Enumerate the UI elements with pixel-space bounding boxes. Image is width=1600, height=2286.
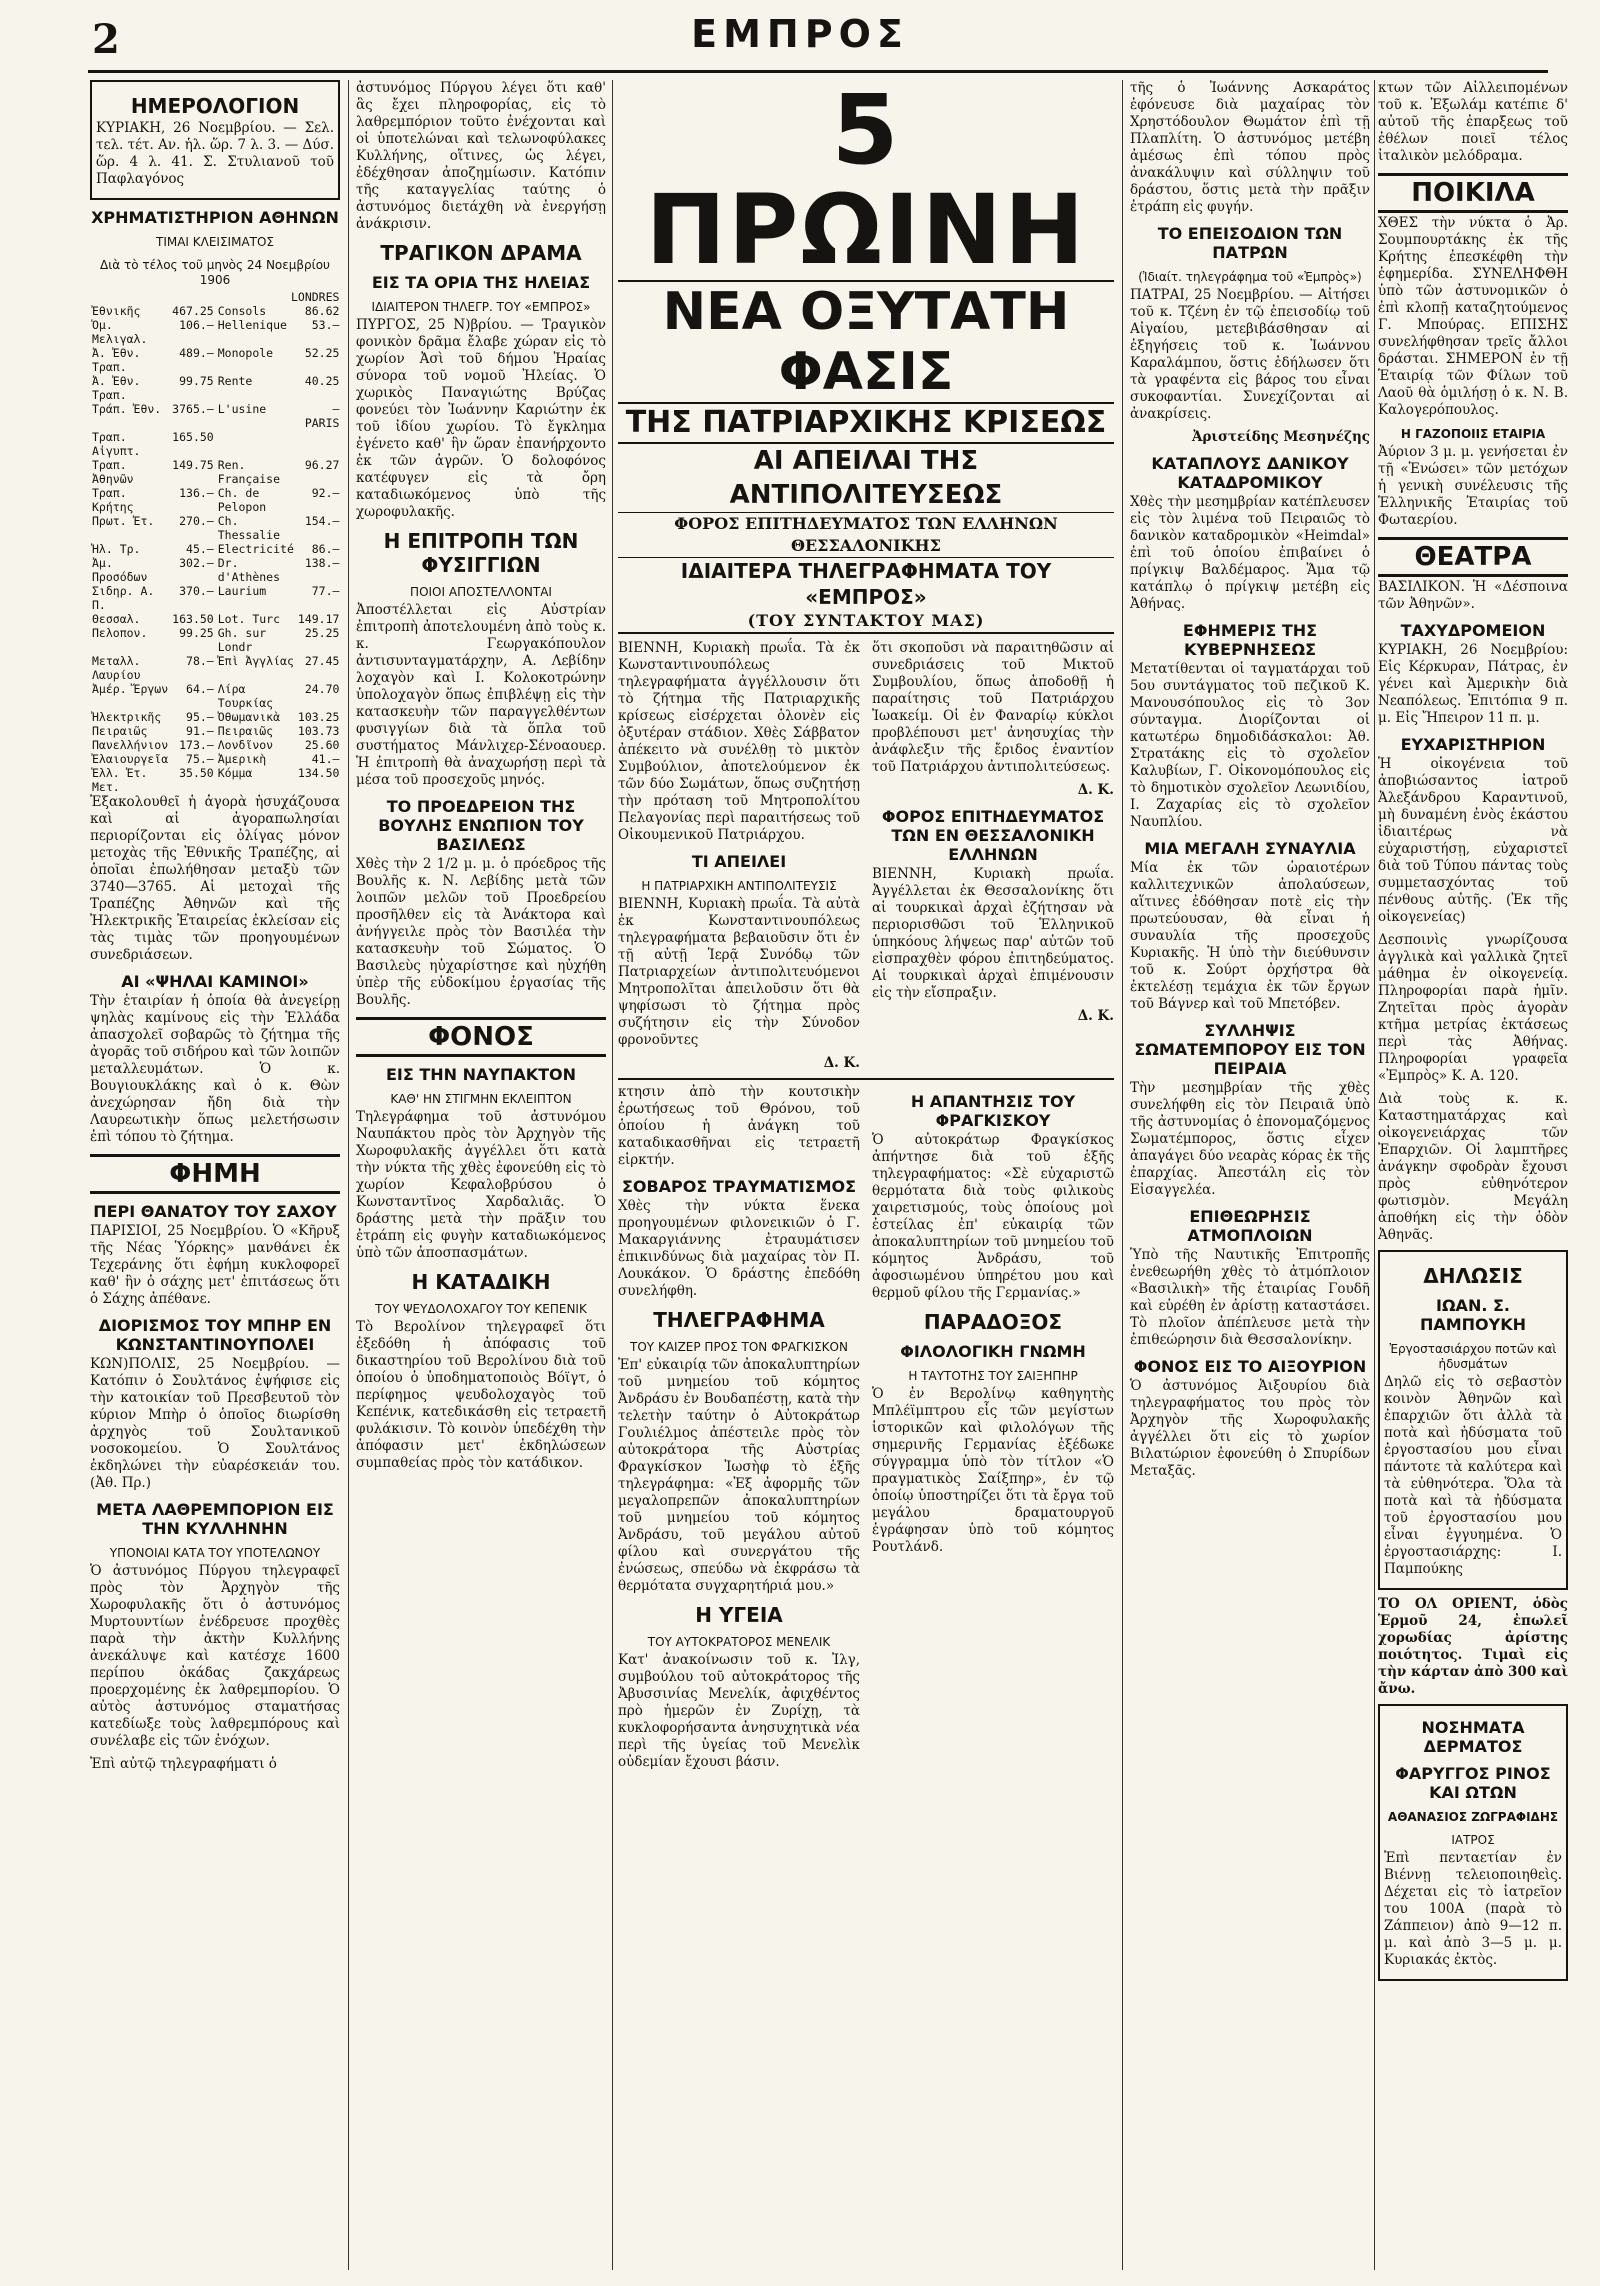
- patras-heading: ΤΟ ΕΠΕΙΣΟΔΙΟΝ ΤΩΝ ΠΑΤΡΩΝ: [1157, 224, 1343, 262]
- exchange-row: [90, 654, 340, 682]
- column-1: [90, 80, 340, 2270]
- exchange-value: 370.—: [179, 584, 214, 598]
- tragedy-subheading: ΕΙΣ ΤΑ ΟΡΙΑ ΤΗΣ ΗΛΕΙΑΣ: [371, 273, 591, 292]
- patras-signature: Ἀριστείδης Μεσηνέζης: [1191, 429, 1370, 445]
- telegram-heading: ΤΗΛΕΓΡΑΦΗΜΑ: [653, 1308, 825, 1332]
- exchange-name: Hellenique: [217, 318, 287, 332]
- lower-left: [618, 1084, 860, 1777]
- exchange-name: Ἑλλ. Ἑτ. Μετ.: [92, 766, 148, 794]
- column-4: [1130, 80, 1370, 2270]
- page-number: 2: [92, 16, 120, 63]
- tragedy-heading: ΤΡΑΓΙΚΟΝ ΔΡΑΜΑ: [380, 241, 582, 265]
- post-heading: ΤΑΧΥΔΡΟΜΕΙΟΝ: [1400, 621, 1546, 640]
- exchange-name: Laurium: [217, 584, 267, 598]
- exchange-table-header: [90, 290, 340, 304]
- committee-subheading: ΠΟΙΟΙ ΑΠΟΣΤΕΛΛΟΝΤΑΙ: [410, 585, 552, 599]
- banner-telegrams: ΙΔΙΑΙΤΕΡΑ ΤΗΛΕΓΡΑΦΗΜΑΤΑ ΤΟΥ «ΕΜΠΡΟΣ»: [680, 559, 1052, 609]
- paradox-text: Ὁ ἐν Βερολίνῳ καθηγητὴς Μπλέϊμπτρου εἷς τῶν μεγίστων ἱστορικῶν καὶ φιλολόγων τῆς σημερινῆς Γερμανίας ἐξέδωκε σύγγραμμα ὑπὸ τὸν τίτλον «Ὁ πραγματικὸς Σαίξπηρ», ἐν τῷ ὁποίῳ ὑποστηρίζει ὅτι τὰ ἔργα τοῦ μεγάλου δραματουργοῦ ἐγράφησαν ὑπὸ τοῦ κόμητος Ρουτλάνδ.: [872, 1386, 1114, 1555]
- exchange-value: 27.45: [304, 654, 340, 668]
- exchange-name: Rente: [217, 374, 253, 388]
- lead-left: [618, 640, 860, 1078]
- exchange-name: Ἀμέρ. Ἔργων: [92, 682, 169, 696]
- banner-headline: ΝΕΑ ΟΞΥΤΑΤΗ ΦΑΣΙΣ: [618, 282, 1114, 404]
- exchange-text: Ἐξακολουθεῖ ἡ ἀγορὰ ἡσυχάζουσα καὶ αἱ ἀγοραπωλησίαι περιορίζονται εἰς ὀλίγας μόνον μετοχὰς τῆς Ἐθνικῆς Τραπέζης, αἱ ὁποῖαι ἐπωλήθησαν μεταξὺ τῶν 3740—3765. Αἱ μετοχαὶ τῆς Τραπέζης Ἀθηνῶν καὶ τῆς Ἠλεκτρικῆς Ἑταιρείας ἐκλείσαν εἰς τὰς τιμὰς τῶν προηγουμένων συνεδριάσεων.: [90, 794, 340, 963]
- exchange-london-label: LONDRES: [290, 290, 340, 304]
- doctor-text: Ἐπὶ πενταετίαν ἐν Βιέννῃ τελειοποιηθεὶς. Δέχεται εἰς τὸ ἰατρεῖον του 100Α (παρὰ τὸ Ζάππειον) ἀπὸ 9—12 π. μ. καὶ ἀπὸ 3—5 μ. μ. Κυριακάς ἐκτὸς.: [1384, 1850, 1562, 1968]
- calendar-text: ΚΥΡΙΑΚΗ, 26 Νοεμβρίου. — Σελ. τελ. τέτ. Αν. ἡλ. ὥρ. 7 λ. 3. — Δύσ. ὥρ. 4 λ. 41. Σ. Στυλιανοῦ τοῦ Παφλαγόνος: [96, 120, 334, 187]
- column-divider: [1122, 80, 1123, 2270]
- exchange-value: 95.—: [186, 710, 214, 724]
- arrest-heading: ΣΥΛΛΗΨΙΣ ΣΩΜΑΤΕΜΠΟΡΟΥ ΕΙΣ ΤΟΝ ΠΕΙΡΑΙΑ: [1134, 1021, 1366, 1078]
- column-5-intro: κτων τῶν Αἰλλειπομένων τοῦ κ. Ἐξωλάμ κατέπιε δ' αὐτοῦ τῆς ἐπαρξεως τοῦ ἐθέλων ποιεῖ τέλος ἰταλικὸν μελόδραμα.: [1378, 80, 1568, 164]
- threat-text: ΒΙΕΝΝΗ, Κυριακὴ πρωΐα. Τὰ αὐτὰ ἐκ Κωνσταντινουπόλεως τηλεγραφήματα βεβαιοῦσιν ὅτι ἐν τῇ αὐτῇ Ἱερᾷ Συνόδῳ τῶν Πατριαρχείων ἀντιπολιτευόμενοι Μητροπολῖται ἀπειλοῦσιν ὅτι θὰ ψηφίσωσι τὸ ζήτημα πρὸς συζήτησιν εἰς τὴν Σύνοδον φρονοῦντες: [618, 896, 860, 1048]
- lower-columns: [618, 1078, 1114, 1777]
- tax-heading: ΦΟΡΟΣ ΕΠΙΤΗΔΕΥΜΑΤΟΣ ΤΩΝ ΕΝ ΘΕΣΣΑΛΟΝΙΚΗ ΕΛΛΗΝΩΝ: [881, 807, 1105, 864]
- exchange-name: Ἐπὶ Ἀγγλίας: [217, 654, 294, 668]
- exchange-row: [90, 514, 340, 542]
- exchange-table-header: [90, 416, 340, 430]
- murder-subheading-2: ΚΑΘ' ΗΝ ΣΤΙΓΜΗΝ ΕΚΛΕΙΠΤΟΝ: [390, 1092, 572, 1106]
- exchange-name: Πανελλήνιον: [92, 738, 169, 752]
- exchange-paris-label: PARIS: [304, 416, 340, 430]
- exchange-name: Μεταλλ. Λαυρίου: [92, 654, 141, 682]
- exchange-name: Κόμμα: [217, 766, 253, 780]
- exchange-value: 270.—: [179, 514, 214, 528]
- exchange-row: [90, 724, 340, 738]
- exchange-row: [90, 486, 340, 514]
- exchange-value: 99.25: [179, 626, 214, 640]
- exchange-row: [90, 738, 340, 752]
- calendar-heading: ΗΜΕΡΟΛΟΓΙΟΝ: [130, 94, 300, 118]
- exchange-name: Τραπ. Αἰγυπτ.: [92, 430, 141, 458]
- exchange-row: [90, 556, 340, 584]
- exchange-value: 92.—: [311, 486, 340, 500]
- smuggling-continued: Ἐπὶ αὐτῷ τηλεγραφήματι ὁ: [90, 1756, 277, 1772]
- exchange-name: L'usine: [217, 402, 267, 416]
- arrest-text: Τὴν μεσημβρίαν τῆς χθὲς συνελήφθη εἰς τὸν Πειραιᾶ ὑπὸ τῆς ἀστυνομίας ὁ ἐπονομαζόμενος Σωματέμπορος, ὅστις εἶχεν ἀπαγάγει δύο νεαρὰς κόρας ἐκ τῆς ἐπαρχίας. Ἀπεστάλη εἰς τὸν Εἰσαγγελέα.: [1130, 1080, 1370, 1198]
- thanks-heading: ΕΥΧΑΡΙΣΤΗΡΙΟΝ: [1400, 735, 1546, 754]
- exchange-row: [90, 584, 340, 612]
- post-text: ΚΥΡΙΑΚΗ, 26 Νοεμβρίου: Εἰς Κέρκυραν, Πάτρας, ἐν γένει καὶ Ἀμερικὴν διὰ Νεαπόλεως. Ἐπιτόπια 9 π. μ. Εἰς Ἤπειρον 11 π. μ.: [1378, 642, 1568, 726]
- exchange-name: Ἀ. Ἐθν. Τραπ.: [92, 374, 141, 402]
- follow-text: κτησιν ἀπὸ τὴν κουτσικὴν ἐρωτήσεως τοῦ Θρόνου, τοῦ ὁποίου ἡ ἀνάγκη τοῦ καταδικασθῆναι εἰς τετραετῆ εἱρκτήν.: [618, 1084, 860, 1168]
- exchange-value: 75.—: [186, 752, 214, 766]
- exchange-name: Πειραιῶς: [217, 724, 274, 738]
- appointment-heading: ΔΙΟΡΙΣΜΟΣ ΤΟΥ ΜΠΗΡ ΕΝ ΚΩΝΣΤΑΝΤΙΝΟΥΠΟΛΕΙ: [98, 1316, 332, 1354]
- exchange-value: 134.50: [297, 766, 340, 780]
- exchange-row: [90, 430, 340, 458]
- rumor-text: ΠΑΡΙΣΙΟΙ, 25 Νοεμβρίου. Ὁ «Κῆρυξ τῆς Νέας Ὑόρκης» μανθάνει ἐκ Τεχεράνης ὅτι ἐφήμη κυκλοφορεῖ καθ' ἣν ὁ σάχης μετ' ἐπιτάσεως ὅτι ὁ Σάχης ἀπέθανε.: [90, 1223, 340, 1307]
- exchange-value: 163.50: [172, 612, 214, 626]
- exchange-value: 96.27: [304, 458, 340, 472]
- murder-heading: ΦΟΝΟΣ: [356, 1017, 606, 1057]
- lead-text: ΒΙΕΝΝΗ, Κυριακὴ πρωΐα. Τὰ ἐκ Κωνσταντινουπόλεως τηλεγραφήματα ἀγγέλλουσιν ὅτι τὸ ζήτημα τῆς Πατριαρχικῆς κρίσεως εἰσέρχεται ὁλονὲν εἰς ὀξυτέραν στάδιον. Χθὲς Σάββατον ἀπέκειτο νὰ συνέλθῃ τὸ μικτὸν Συμβούλιον, ἀποτελούμενον ἐκ τῶν δύο Σωμάτων, ὅπως συζητήσῃ τὴν πρόταση τοῦ Μητροπολίτου Πελαγονίας περὶ παραιτήσεως τοῦ Οἰκουμενικοῦ Πατριάρχου.: [618, 640, 860, 843]
- column-4-intro: τῆς ὁ Ἰωάννης Ασκαράτος ἐφόνευσε διὰ μαχαίρας τὸν Χρηστόδουλον Θωμάτον ἐπὶ τῇ Πλαπλίτη. Ὁ ἀστυνόμος μετέβη ἀμέσως ἐπὶ τόπου πρὸς ἀνακάλυψιν καὶ σύλληψιν τοῦ δράστου, ὅστις μετὰ τὴν πρᾶξιν ἐτράπη εἰς φυγήν.: [1130, 80, 1370, 215]
- exchange-row: [90, 318, 340, 346]
- exchange-name: Πειραιῶς: [92, 724, 148, 738]
- exchange-subheading: ΤΙΜΑΙ ΚΛΕΙΣΙΜΑΤΟΣ: [155, 235, 275, 249]
- reply-heading: Η ΑΠΑΝΤΗΣΙΣ ΤΟΥ ΦΡΑΓΚΙΣΚΟΥ: [910, 1092, 1076, 1130]
- exchange-value: 173.—: [179, 738, 214, 752]
- column-2: [356, 80, 606, 2270]
- exchange-row: [90, 710, 340, 724]
- threat-subheading: Η ΠΑΤΡΙΑΡΧΙΚΗ ΑΝΤΙΠΟΛΙΤΕΥΣΙΣ: [641, 879, 837, 893]
- exchange-value: 103.25: [297, 710, 340, 724]
- trial-text: Τὸ Βερολίνον τηλεγραφεῖ ὅτι ἐξεδόθη ἡ ἀπόφασις τοῦ δικαστηρίου τοῦ Βερολίνου διὰ τοῦ ὁποίου ὁ ὑποδηματοποιὸς Βόϊγτ, ὁ περίφημος ψευδολοχαγὸς τοῦ Κεπένικ, κατεδικάσθη εἰς τετραετῆ φυλάκισιν. Τὸ κοινὸν ὑπεδέχθη τὴν ἀπόφασιν μετ' ἐκδηλώσεων συμπαθείας πρὸς τὸν κατάδικον.: [356, 1319, 606, 1471]
- exchange-name: Πελοπον.: [92, 626, 148, 640]
- masthead: [0, 8, 1600, 64]
- destroyer-text: Χθὲς τὴν μεσημβρίαν κατέπλευσεν εἰς τὸν λιμένα τοῦ Πειραιῶς τὸ δανικὸν καταδρομικὸν «Heimdal» ἐπὶ τοῦ ὁποίου ἐπιβαίνει ὁ πρίγκιψ Βαλδέμαρος. Ἅμα τῷ κατάπλῳ ὁ πρίγκιψ μετέβη εἰς Ἀθήνας.: [1130, 494, 1370, 612]
- destroyer-heading: ΚΑΤΑΠΛΟΥΣ ΔΑΝΙΚΟΥ ΚΑΤΑΔΡΟΜΙΚΟΥ: [1151, 454, 1349, 492]
- murder-text: Τηλεγράφημα τοῦ ἀστυνόμου Ναυπάκτου πρὸς τὸν Ἀρχηγὸν τῆς Χωροφυλακῆς ἀγγέλλει ὅτι κατὰ τὴν νύκτα τῆς χθὲς ἐφονεύθη εἰς τὸ χωρίον Κεφαλοβρύσου ὁ Κωνσταντῖνος Χαρδαλιᾶς. Ὁ δράστης μετὰ τὴν πρᾶξιν του ἐτράπη εἰς φυγὴν καταδιωκόμενος ὑπὸ τῶν ἀποσπασμάτων.: [356, 1109, 606, 1261]
- exchange-row: [90, 752, 340, 766]
- classified-ad-2: Διὰ τοὺς κ. κ. Καταστηματάρχας καὶ οἰκογενειάρχας τῶν Ἐπαρχιῶν. Οἱ λαμπτῆρες ἀνάγκην σφοδρὰν ἔχουσι πρὸς εὐθηνότερον φωτισμὸν. Μεγάλη ἀποθήκη εἰς τὴν ὁδὸν Ἀθηνᾶς.: [1378, 1091, 1568, 1243]
- tragedy-dateline: ΙΔΙΑΙΤΕΡΟΝ ΤΗΛΕΓΡ. ΤΟΥ «ΕΜΠΡΟΣ»: [371, 300, 591, 314]
- exchange-row: [90, 304, 340, 318]
- bakery-text: Τὴν ἑταιρίαν ἡ ὁποία θὰ ἀνεγείρῃ ψηλὰς καμίνους εἰς τὴν Ἑλλάδα ἀπασχολεῖ σοβαρῶς τὸ ζήτημα τῆς ἀγορᾶς τοῦ σιδήρου καὶ τῶν λοιπῶν μεταλλευμάτων. Ὁ κ. Βουγιουκλάκης καὶ ὁ κ. Θὼν ἀνεχώρησαν ἤδη διὰ τὴν Λαυρεωτικὴν ὅπως μελετήσωσιν ἐπὶ τόπου τὸ ζήτημα.: [90, 993, 340, 1145]
- concert-text: Μία ἐκ τῶν ὡραιοτέρων καλλιτεχνικῶν ἀπολαύσεων, αἵτινες ἐδόθησαν ποτὲ εἰς τὴν πρωτεύουσαν, θὰ εἶναι ἡ συναυλία τῆς προσεχοῦς Κυριακῆς. Ἡ ὑπὸ τὴν διεύθυνσιν τοῦ κ. Σούρτ ὀρχήστρα θὰ ἐκτελέσῃ τεμάχια ἐκ τῶν ἔργων τοῦ Βάγνερ καὶ τοῦ Μπετόβεν.: [1130, 860, 1370, 1012]
- tax-text: ΒΙΕΝΝΗ, Κυριακὴ πρωΐα. Ἀγγέλλεται ἐκ Θεσσαλονίκης ὅτι αἱ τουρκικαὶ ἀρχαὶ ἐζήτησαν νὰ περιορισθῶσι τοῦ Ἑλληνικοῦ ὑπηκόους λήψεως παρ' αὐτῶν τοῦ εἰσπραχθὲν φόρου ἐπιτηδεύματος. Αἱ τουρκικαὶ ἀρχαὶ ἐπιμένουσιν εἰς τὴν εἴσπραξιν.: [872, 866, 1114, 1001]
- exchange-value: 103.73: [297, 724, 340, 738]
- murder-2-heading: ΦΟΝΟΣ ΕΙΣ ΤΟ ΑΙΞΟΥΡΙΟΝ: [1133, 1357, 1367, 1376]
- smuggling-subheading: ΥΠΟΝΟΙΑΙ ΚΑΤΑ ΤΟΥ ΥΠΟΤΕΛΩΝΟΥ: [109, 1546, 321, 1560]
- exchange-name: Τραπ. Ἀθηνῶν: [92, 458, 134, 486]
- theatre-text: ΒΑΣΙΛΙΚΟΝ. Ἡ «Δέσποινα τῶν Ἀθηνῶν».: [1378, 579, 1568, 612]
- banner-subheadline: ΤΗΣ ΠΑΤΡΙΑΡΧΙΚΗΣ ΚΡΙΣΕΩΣ: [618, 404, 1114, 444]
- exchange-date: Διὰ τὸ τέλος τοῦ μηνὸς 24 Νοεμβρίου 1906: [100, 258, 330, 287]
- exchange-name: Ὁμ. Μελιγαλ.: [92, 318, 148, 346]
- declaration-ad: [1378, 1250, 1568, 1590]
- thanks-text: Ἡ οἰκογένεια τοῦ ἀποβιώσαντος ἰατροῦ Ἀλεξάνδρου Καραντινοῦ, μὴ δυναμένη ἐνὸς ἑκάστου ἰδιαιτέρως νὰ εὐχαριστήσῃ, εὐχαριστεῖ διὰ τοῦ Τύπου πάντας τοὺς συμμετασχόντας τοῦ πένθους αὐτῆς. (Ἐκ τῆς οἰκογενείας): [1378, 756, 1568, 925]
- exchange-name: Λίρα Τουρκίας: [217, 682, 274, 710]
- exchange-name: Ἡλ. Τρ.: [92, 542, 141, 556]
- doctor-specialty: ΦΑΡΥΓΓΟΣ ΡΙΝΟΣ ΚΑΙ ΩΤΩΝ: [1395, 1764, 1551, 1802]
- ship-heading: ΕΠΙΘΕΩΡΗΣΙΣ ΑΤΜΟΠΛΟΙΩΝ: [1187, 1207, 1313, 1245]
- police-continued-text: ἀστυνόμος Πύργου λέγει ὅτι καθ' ἃς ἔχει πληροφορίας, εἰς τὸ λαθρεμπόριον τοῦτο ἐνέχονται καὶ οἱ ὑποτελώναι καὶ τελωνοφύλακες Κυλλήνης, οἵτινες, ὡς λέγει, ἐδέχθησαν ἀποζημίωσιν. Κατόπιν τῆς καταγγελίας ταύτης ὁ ἀστυνόμος διετάχθη νὰ ἐνεργήσῃ ἀνάκρισιν.: [356, 80, 606, 232]
- column-divider: [612, 80, 613, 2270]
- doctor-heading: ΝΟΣΗΜΑΤΑ ΔΕΡΜΑΤΟΣ: [1421, 1718, 1525, 1756]
- exchange-row: [90, 458, 340, 486]
- telegram-text: Ἐπ' εὐκαιρίᾳ τῶν ἀποκαλυπτηρίων τοῦ μνημείου τοῦ κόμητος Ἀνδράσυ ἐν Βουδαπέστῃ, κατὰ τὴν τελετὴν ταύτην ὁ Αὐτοκράτωρ Γουλιέλμος ἀπέστειλε πρὸς τὸν αὐτοκράτορα τῆς Αὐστρίας Φραγκίσκον Ἰωσὴφ τὸ ἑξῆς τηλεγράφημα: «Ἐξ ἀφορμῆς τῶν μεγαλοπρεπῶν ἀποκαλυπτηρίων τοῦ μνημείου τοῦ κόμητος Ἀνδράσυ, τοῦ μεγάλου αὐτοῦ φίλου καὶ συνεργάτου τῆς ἐνώσεως, σπεύδω νὰ ἐκφράσω τὰ θερμότατα συγχαρητήριά μου.»: [618, 1357, 860, 1594]
- trial-heading: Η ΚΑΤΑΔΙΚΗ: [411, 1270, 551, 1294]
- exchange-name: Lot. Turc: [217, 612, 281, 626]
- lead-story: [618, 80, 1114, 2270]
- orient-ad: ΤΟ ΟΛ ΟΡΙΕΝΤ, ὁδὸς Ἑρμοῦ 24, ἐπωλεῖ χορωδίας ἀρίστης ποιότητος. Τιμαὶ εἰς τὴν κάρταν ἀπὸ 300 καὶ ἄνω.: [1378, 1596, 1568, 1697]
- exchange-value: 489.—: [179, 346, 214, 360]
- exchange-name: Ἠλεκτρικῆς: [92, 710, 162, 724]
- exchange-value: 106.—: [179, 318, 214, 332]
- exchange-name: Gh. sur Londr: [217, 626, 267, 654]
- exchange-value: 25.25: [304, 626, 340, 640]
- rumor-subheading: ΠΕΡΙ ΘΑΝΑΤΟΥ ΤΟΥ ΣΑΧΟΥ: [93, 1202, 337, 1221]
- exchange-value: 24.70: [304, 682, 340, 696]
- bakery-heading: ΑΙ «ΨΗΛΑΙ ΚΑΜΙΝΟΙ»: [121, 972, 309, 991]
- exchange-value: 52.25: [304, 346, 340, 360]
- bureau-text: Χθὲς τὴν 2 1/2 μ. μ. ὁ πρόεδρος τῆς Βουλῆς κ. Ν. Λεβίδης μετὰ τῶν λοιπῶν μελῶν τοῦ Προεδρείου προσῆλθεν εἰς τὰ Ἀνάκτορα καὶ ἀνήγγειλε πρὸς τὸν Βασιλέα τὴν κατασκευὴν τοῦ Σώματος. Ὁ Βασιλεὺς ηὐχαρίστησε καὶ ηὐχήθη ὑπὲρ τῆς εὐδοκίμου ἐργασίας τῆς Βουλῆς.: [356, 856, 606, 1008]
- declaration-name: ΙΩΑΝ. Σ. ΠΑΜΠΟΥΚΗ: [1419, 1296, 1527, 1334]
- gazette-text: Μετατίθενται οἱ ταγματάρχαι τοῦ 5ου συντάγματος τοῦ πεζικοῦ Κ. Μανουσόπουλος εἰς τὸ 3ον σύνταγμα. Διορίζονται οἱ κατωτέρω δημοδιδάσκαλοι: Ἀθ. Στρατάκης εἰς τὸ σχολεῖον Καλυβίων, Γ. Οἰκονομόπουλος εἰς τὸ δημοτικὸν σχολεῖον Λεωνιδίου, Ι. Ζαχαρίας εἰς τὸ σχολεῖον Ναυπλίου.: [1130, 661, 1370, 830]
- exchange-value: 136.—: [179, 486, 214, 500]
- exchange-value: —: [332, 402, 340, 416]
- exchange-value: 86.—: [311, 542, 340, 556]
- exchange-name: Ἀμερικὴ: [217, 752, 267, 766]
- gas-heading: Η ΓΑΖΟΠΟΙΙΣ ΕΤΑΙΡΙΑ: [1400, 427, 1546, 441]
- doctor-ad: [1378, 1704, 1568, 1981]
- exchange-value: 154.—: [304, 514, 340, 528]
- banner-kicker: ΦΟΡΟΣ ΕΠΙΤΗΔΕΥΜΑΤΟΣ ΤΩΝ ΕΛΛΗΝΩΝ ΘΕΣΣΑΛΟΝΙΚΗΣ: [618, 512, 1114, 558]
- exchange-row: [90, 682, 340, 710]
- bureau-heading: ΤΟ ΠΡΟΕΔΡΕΙΟΝ ΤΗΣ ΒΟΥΛΗΣ ΕΝΩΠΙΟΝ ΤΟΥ ΒΑΣΙΛΕΩΣ: [378, 797, 584, 854]
- exchange-value: 78.—: [186, 654, 214, 668]
- exchange-value: 91.—: [186, 724, 214, 738]
- exchange-value: 149.17: [297, 612, 340, 626]
- paradox-heading: ΠΑΡΑΔΟΞΟΣ: [923, 1310, 1063, 1334]
- lead-signature: Δ. Κ.: [1077, 782, 1114, 798]
- telegram-subheading: ΤΟΥ ΚΑΙΖΕΡ ΠΡΟΣ ΤΟΝ ΦΡΑΓΚΙΣΚΟΝ: [630, 1340, 848, 1354]
- exchange-value: 25.60: [304, 738, 340, 752]
- exchange-name: Ἀ. Ἐθν. Τραπ.: [92, 346, 141, 374]
- exchange-value: 302.—: [179, 556, 214, 570]
- injury-heading: ΣΟΒΑΡΟΣ ΤΡΑΥΜΑΤΙΣΜΟΣ: [621, 1177, 857, 1196]
- exchange-name: Ch. de Pelopon: [217, 486, 267, 514]
- gas-text: Ἀύριον 3 μ. μ. γενήσεται ἐν τῇ «Ἑνώσει» τῶν μετόχων ἡ γενικὴ συνέλευσις τῆς Ἑλληνικῆς Ἑταιρίας τοῦ Φωταερίου.: [1378, 444, 1568, 528]
- exchange-row: [90, 402, 340, 416]
- exchange-name: Monopole: [217, 346, 274, 360]
- exchange-row: [90, 542, 340, 556]
- exchange-value: 40.25: [304, 374, 340, 388]
- reply-text: Ὁ αὐτοκράτωρ Φραγκίσκος ἀπήντησε διὰ τοῦ ἑξῆς τηλεγραφήματος: «Σὲ εὐχαριστῶ θερμότατα διὰ τοὺς φιλικοὺς χαιρετισμούς, τοὺς ὁποίους μοὶ ἐστείλας ἐπ' εὐκαιρίᾳ τῶν ἀποκαλυπτηρίων τοῦ μνημείου τοῦ κόμητος Ἀνδράσυ, τοῦ ἀφοσιωμένου ὑπηρέτου μου καὶ θερμοῦ φίλου τῆς Γερμανίας.»: [872, 1132, 1114, 1301]
- exchange-heading: ΧΡΗΜΑΤΙΣΤΗΡΙΟΝ ΑΘΗΝΩΝ: [91, 208, 339, 227]
- column-divider: [348, 80, 349, 2270]
- lower-right: [872, 1084, 1114, 1777]
- exchange-name: Λονδῖνον: [217, 738, 274, 752]
- exchange-value: 64.—: [186, 682, 214, 696]
- injury-text: Χθὲς τὴν νύκτα ἕνεκα προηγουμένων φιλονεικιῶν ὁ Γ. Μακαργιάννης ἐτραυμάτισεν ἐπικινδύνως διὰ μαχαίρας τὸν Π. Λουκάκον. Ὁ δράστης ἐπεδόθη συνελήφθη.: [618, 1198, 860, 1299]
- exchange-value: 149.75: [172, 458, 214, 472]
- exchange-value: [296, 430, 340, 458]
- exchange-name: Ἐλαιουργεῖα: [92, 752, 169, 766]
- exchange-row: [90, 626, 340, 654]
- exchange-name: Dr. d'Athènes: [217, 556, 281, 584]
- exchange-name: Ὀθωμανικὰ: [217, 710, 281, 724]
- tax-signature: Δ. Κ.: [1077, 1008, 1114, 1024]
- exchange-name: Ἐθνικῆς: [92, 304, 141, 318]
- paradox-subheading-2: Η ΤΑΥΤΟΤΗΣ ΤΟΥ ΣΑΙΞΗΠΗΡ: [908, 1369, 1078, 1383]
- patras-text: ΠΑΤΡΑΙ, 25 Νοεμβρίου. — Αἰτήσει τοῦ κ. Τζένη ἐν τῷ ἐπεισοδίῳ τοῦ Αἰγαίου, μετεβιβάσθησαν αἱ ἐξηγήσεις τοῦ κ. Ἰωάννου Καραλάμπου, ὅστις ἐδήλωσεν ὅτι τὰ γραφέντα εἰς βάρος του εἶναι συκοφαντίαι. Συνεχίζονται αἱ ἀνακρίσεις.: [1130, 287, 1370, 422]
- declaration-heading: ΔΗΛΩΣΙΣ: [1423, 1264, 1523, 1288]
- exchange-name: [216, 430, 296, 458]
- exchange-value: 53.—: [311, 318, 340, 332]
- tragedy-text: ΠΥΡΓΟΣ, 25 Ν)βρίου. — Τραγικὸν φονικὸν δρᾶμα ἔλαβε χώραν εἰς τὸ χωρίον Ἀσὶ τοῦ δήμου Ἠραίας σύνορα τοῦ νομοῦ Ἠλείας. Ὁ χωρικὸς Παναγιώτης Βρύζας φονεύει τὸν Ἰωάννην Καριώτην ἐκ τοῦ ἰδίου χωρίου. Τὸ ἔγκλημα ἐγένετο καθ' ἣν ὥραν ἐπανήρχοντο ἐκ τῶν ἀγρῶν. Ὁ δολοφόνος κατέφυγεν εἰς τὰ ὄρη καταδιωκόμενος ὑπὸ τῆς χωροφυλακῆς.: [356, 317, 606, 520]
- patras-subheading: (Ἰδιαίτ. τηλεγράφημα τοῦ «Ἐμπρὸς»): [1138, 270, 1362, 284]
- exchange-value: 138.—: [304, 556, 340, 570]
- masthead-rule: [88, 70, 1548, 73]
- exchange-value: 3765.—: [172, 402, 214, 416]
- newspaper-title: ΕΜΠΡΟΣ: [691, 12, 909, 56]
- exchange-name: Ἀμ. Προσόδων: [92, 556, 148, 584]
- smuggling-text: Ὁ ἀστυνόμος Πύργου τηλεγραφεῖ πρὸς τὸν Ἀρχηγὸν τῆς Χωροφυλακῆς ὅτι ὁ ἀστυνόμος Μυρτουντίων ἐνέδρευσε προχθὲς παρὰ τὴν ἀκτὴν Κυλλήνης ἀνεκάλυψε καὶ κατέσχε 1600 περίπου ὀκάδας ζακχάρεως προερχομένης ἐκ λαθρεμπορίου. Ὁ αὐτὸς ἀστυνόμος σταματήσας κατεδίωξε τοὺς λαθρεμπόρους καὶ συνέλαβε εἰς τῶν ἐνόχων.: [90, 1563, 340, 1749]
- exchange-name: Electricité: [217, 542, 294, 556]
- lead-columns: [618, 640, 1114, 1078]
- exchange-value: 99.75: [179, 374, 214, 388]
- exchange-name: Σιδηρ. Α. Π.: [92, 584, 155, 612]
- murder-2-text: Ὁ ἀστυνόμος Ἀιξουρίου διὰ τηλεγραφήματος του πρὸς τὸν Ἀρχηγὸν τῆς Χωροφυλακῆς ἀγγέλλει ὅτι εἰς τὸ χωρίον Βιλατώριον ἐφονεύθη ὁ Σπυρίδων Μεταξᾶς.: [1130, 1378, 1370, 1479]
- calendar-box: [90, 80, 340, 200]
- exchange-name: Consols: [217, 304, 267, 318]
- exchange-value: 35.50: [179, 766, 214, 780]
- exchange-row: [90, 346, 340, 374]
- banner-edition: 5 ΠΡΩΙΝΗ: [618, 80, 1114, 282]
- declaration-text: Δηλῶ εἰς τὸ σεβαστὸν κοινὸν Ἀθηνῶν καὶ ἐπαρχιῶν ὅτι ἀλλὰ τὰ ποτὰ καὶ ἠδύσματα τοῦ ἐργοστασίου μου εἶναι πάντοτε τὰ καλύτερα καὶ τὰ εὐθηνότερα. Ὅλα τὰ ποτὰ καὶ τὰ ἠδύσματα τοῦ ἐργοστασίου μου εἶναι ἐγγυημένα. Ὁ ἐργοστασιάρχης: Ι. Παμπούκης: [1384, 1374, 1562, 1577]
- ship-text: Ὑπὸ τῆς Ναυτικῆς Ἐπιτροπῆς ἐνεθεωρήθη χθὲς τὸ ἀτμόπλοιον «Βασιλικὴ» τῆς ἑταιρίας Γουδῆ καὶ εὑρέθη ἐν ἀρίστῃ καταστάσει. Τὸ πλοῖον ἀπέπλευσε μετὰ τὴν ἐπιθεώρησιν διὰ Θεσσαλονίκην.: [1130, 1247, 1370, 1348]
- exchange-name: Ren. Française: [217, 458, 281, 486]
- gazette-heading: ΕΦΗΜΕΡΙΣ ΤΗΣ ΚΥΒΕΡΝΗΣΕΩΣ: [1182, 621, 1318, 659]
- exchange-value: 86.62: [304, 304, 340, 318]
- theatre-heading: ΘΕΑΤΡΑ: [1378, 537, 1568, 577]
- exchange-name: Ch. Thessalie: [217, 514, 281, 542]
- health-subheading: ΤΟΥ ΑΥΤΟΚΡΑΤΟΡΟΣ ΜΕΝΕΛΙΚ: [647, 1635, 831, 1649]
- column-5: [1378, 80, 1568, 2270]
- murder-subheading: ΕΙΣ ΤΗΝ ΝΑΥΠΑΚΤΟΝ: [385, 1065, 577, 1084]
- threat-heading: ΤΙ ΑΠΕΙΛΕΙ: [691, 852, 787, 871]
- exchange-name: Τραπ. Κρήτης: [92, 486, 134, 514]
- exchange-value: 77.—: [311, 584, 340, 598]
- committee-heading: Η ΕΠΙΤΡΟΠΗ ΤΩΝ ΦΥΣΙΓΓΙΩΝ: [383, 529, 579, 577]
- health-text: Κατ' ἀνακοίνωσιν τοῦ κ. Ἰλγ, συμβούλου τοῦ αὐτοκράτορος τῆς Ἀβυσσινίας Μενελίκ, ἀφιχθέντος πρὸ ἡμερῶν ἐν Ζυρίχῃ, τὰ κυκλοφορήσαντα ἀνησυχητικὰ νέα περὶ τῆς ὑγείας τοῦ Μενελὶκ οὐδεμίαν ἔχουσι βάσιν.: [618, 1652, 860, 1770]
- misc-text: ΧΘΕΣ τὴν νύκτα ὁ Ἀρ. Σουμπουρτάκης ἐκ τῆς Κρήτης ἐπεσκέφθη τὴν ἐφημερίδα. ΣΥΝΕΛΗΦΘΗ ὑπὸ τῶν ἀστυνομικῶν ὁ ἐπὶ κλοπῇ καταζητούμενος Γ. Μπούρας. ΕΠΙΣΗΣ συνελήφθησαν τρεῖς ἄλλοι δράσται. ΣΗΜΕΡΟΝ ἐν τῇ Ἑταιρίᾳ τῶν Φίλων τοῦ Λαοῦ θὰ ὁμιλήσῃ ὁ κ. Ν. Β. Καλογερόπουλος.: [1378, 215, 1568, 418]
- trial-subheading: ΤΟΥ ΨΕΥΔΟΛΟΧΑΓΟΥ ΤΟΥ ΚΕΠΕΝΙΚ: [375, 1302, 587, 1316]
- classified-ad: Δεσποινὶς γνωρίζουσα ἀγγλικὰ καὶ γαλλικὰ ζητεῖ μάθημα ἐν οἰκογενείᾳ. Πληροφορίαι παρὰ ἡμῖν. Ζητεῖται πρὸς ἀγορὰν κτῆμα μετρίας ἐκτάσεως περὶ τὰς Ἀθήνας. Πληροφορίαι γραφεῖα «Ἐμπρὸς» Κ. Α. 120.: [1378, 932, 1568, 1084]
- smuggling-heading: ΜΕΤΑ ΛΑΘΡΕΜΠΟΡΙΟΝ ΕΙΣ ΤΗΝ ΚΥΛΛΗΝΗΝ: [96, 1500, 334, 1538]
- paradox-subheading: ΦΙΛΟΛΟΓΙΚΗ ΓΝΩΜΗ: [900, 1342, 1086, 1361]
- exchange-row: [90, 612, 340, 626]
- lead-continued-text: ὅτι σκοποῦσι νὰ παραιτηθῶσιν αἱ συνεδριάσεις τοῦ Μικτοῦ Συμβουλίου, ὅπως ἀποδοθῇ ἡ παραίτησις τοῦ Πατριάρχου Ἰωακείμ. Οἱ ἐν Φαναρίῳ κύκλοι προβλέπουσι μετ' ἀνησυχίας τὴν ἀνάφλεξιν τῆς ἔριδος ἐναντίον τοῦ Πατριάρχου ἀντιπολιτεύσεως.: [872, 640, 1114, 775]
- lead-right: [872, 640, 1114, 1078]
- misc-heading: ΠΟΙΚΙΛΑ: [1378, 173, 1568, 213]
- exchange-row: [90, 374, 340, 402]
- doctor-name: ΑΘΑΝΑΣΙΟΣ ΖΩΓΡΑΦΙΔΗΣ: [1387, 1810, 1559, 1824]
- column-divider: [1374, 80, 1375, 2270]
- appointment-text: ΚΩΝ)ΠΟΛΙΣ, 25 Νοεμβρίου. — Κατόπιν ὁ Σουλτάνος ἐψήφισε εἰς τὴν κατοικίαν τοῦ Πρεσβευτοῦ τὸν κύριον Μπὴρ ὁ ὁποῖος διωρίσθη ἀρχηγὸς τοῦ Σουλτανικοῦ νοσοκομείου. Ὁ Σουλτάνος ἐκδηλώνει τὴν εὐαρέσκειάν του. (Ἀθ. Πρ.): [90, 1356, 340, 1491]
- committee-text: Ἀποστέλλεται εἰς Αὐστρίαν ἐπιτροπὴ ἀποτελουμένη ἀπὸ τοὺς κ. κ. Γεωργακόπουλον ἀντισυνταγματάρχην, Α. Λεβίδην λοχαγὸν καὶ Ι. Κολοκοτρώνην ὑπολοχαγὸν ὅπως ἐπιβλέψῃ εἰς τὴν κατασκευὴν τῶν παραγγελθέντων φυσιγγίων διὰ τὰ ὅπλα τοῦ συστήματος Μάνλιχερ-Σένοαουερ. Ἡ ἐπιτροπὴ θὰ ἀναχωρήσῃ περὶ τὰ μέσα τοῦ προσεχοῦς μηνός.: [356, 602, 606, 788]
- banner-byline: (ΤΟΥ ΣΥΝΤΑΚΤΟΥ ΜΑΣ): [618, 610, 1114, 634]
- exchange-name: Θεσσαλ.: [92, 612, 141, 626]
- declaration-subheading: Ἐργοστασιάρχου ποτῶν καὶ ἠδυσμάτων: [1389, 1342, 1557, 1371]
- exchange-row: [90, 766, 340, 794]
- exchange-table: [90, 290, 340, 794]
- banner-deck: ΑΙ ΑΠΕΙΛΑΙ ΤΗΣ ΑΝΤΙΠΟΛΙΤΕΥΣΕΩΣ: [729, 446, 1003, 510]
- threat-signature: Δ. Κ.: [823, 1055, 860, 1071]
- health-heading: Η ΥΓΕΙΑ: [695, 1603, 783, 1627]
- exchange-value: 45.—: [186, 542, 214, 556]
- doctor-title: ΙΑΤΡΟΣ: [1451, 1833, 1495, 1847]
- rumor-heading: ΦΗΜΗ: [90, 1154, 340, 1194]
- exchange-value: 165.50: [172, 430, 214, 444]
- exchange-value: 41.—: [311, 752, 340, 766]
- exchange-name: Πρωτ. Ἐτ.: [92, 514, 155, 528]
- exchange-value: 467.25: [172, 304, 214, 318]
- concert-heading: ΜΙΑ ΜΕΓΑΛΗ ΣΥΝΑΥΛΙΑ: [1144, 839, 1356, 858]
- exchange-name: Τράπ. Ἐθν.: [92, 402, 162, 416]
